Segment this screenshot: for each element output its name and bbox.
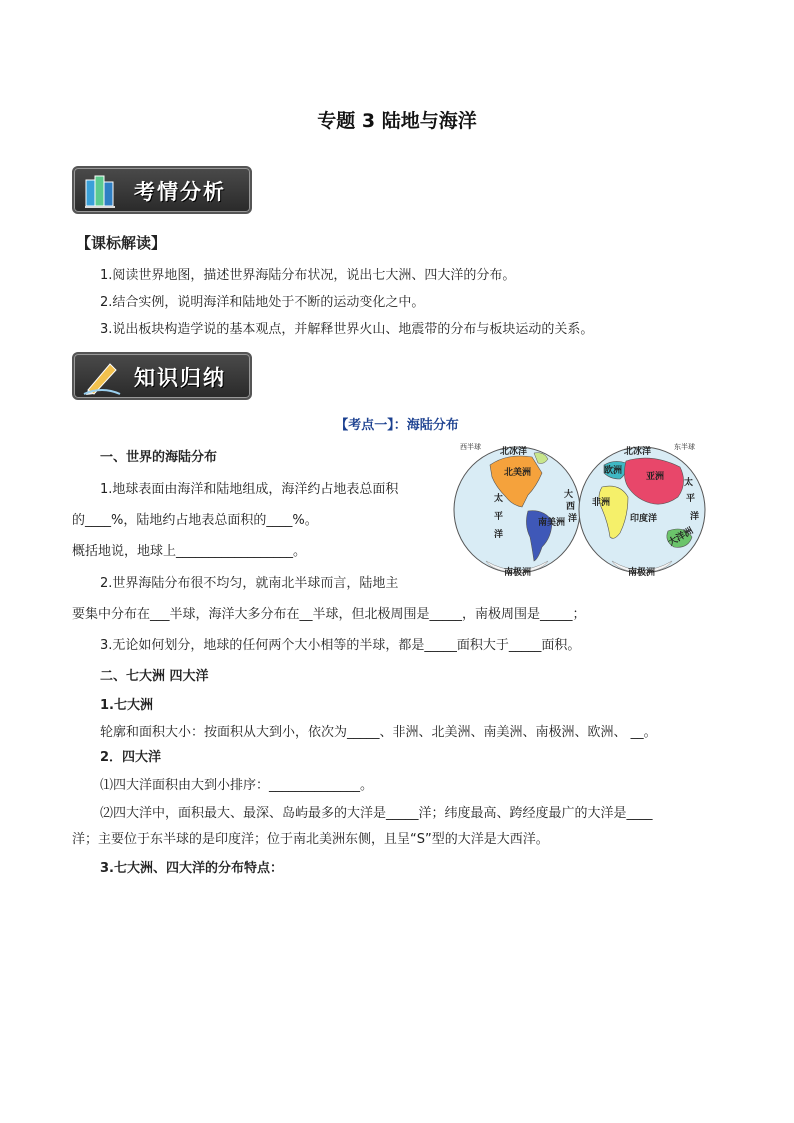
curriculum-item: 1.阅读世界地图，描述世界海陆分布状况，说出七大洲、四大洋的分布。 — [100, 268, 516, 283]
paragraph-line: 3.无论如何划分，地球的任何两个大小相等的半球，都是_____面积大于_____面积。 — [100, 638, 581, 653]
paragraph-line: 要集中分布在___半球，海洋大多分布在__半球，但北极周围是_____，南极周围是_____； — [72, 607, 586, 622]
subsection-heading: 3.七大洲、四大洋的分布特点： — [100, 861, 283, 876]
label-south-america: 南美洲 — [538, 518, 566, 528]
section-heading: 二、七大洲 四大洋 — [100, 669, 209, 684]
label-antarctica-east: 南极洲 — [628, 568, 656, 578]
books-icon — [82, 172, 122, 210]
paragraph-line: 的____%，陆地约占地表总面积的____%。 — [72, 513, 318, 528]
label-europe: 欧洲 — [604, 466, 623, 476]
banner-knowledge-summary — [72, 352, 252, 400]
paragraph-line: 概括地说，地球上__________________。 — [72, 544, 307, 559]
paragraph-line: 1.地球表面由海洋和陆地组成，海洋约占地表总面积 — [100, 482, 399, 497]
label-antarctica-west: 南极洲 — [504, 568, 532, 578]
label-pacific-west: 太 — [494, 494, 504, 504]
curriculum-item: 3.说出板块构造学说的基本观点，并解释世界火山、地震带的分布与板块运动的关系。 — [100, 322, 594, 337]
subsection-heading: 2．四大洋 — [100, 750, 162, 765]
label-indian-ocean: 印度洋 — [630, 514, 658, 524]
label-africa: 非洲 — [592, 498, 611, 508]
label-pacific-east: 洋 — [690, 512, 700, 522]
page-title: 专题 3 陆地与海洋 — [317, 110, 477, 132]
label-atlantic: 大 — [564, 490, 574, 500]
west-hemisphere-label: 西半球 — [460, 443, 481, 451]
paragraph-line: ⑵四大洋中，面积最大、最深、岛屿最多的大洋是_____洋；纬度最高、跨经度最广的大洋是____ — [100, 806, 653, 821]
banner-label: 知识归纳 — [134, 366, 226, 390]
paragraph-line: 洋；主要位于东半球的是印度洋；位于南北美洲东侧，且呈“S”型的大洋是大西洋。 — [72, 832, 549, 847]
point-heading: 【考点一】：海陆分布 — [335, 418, 459, 433]
section-heading: 一、世界的海陆分布 — [100, 450, 218, 465]
label-north-america: 北美洲 — [504, 468, 532, 478]
label-atlantic: 西 — [566, 502, 576, 512]
banner-label: 考情分析 — [134, 180, 226, 204]
curriculum-heading: 【课标解读】 — [76, 234, 167, 252]
label-arctic-east: 北冰洋 — [624, 447, 652, 457]
label-atlantic: 洋 — [568, 514, 578, 524]
world-hemispheres-map — [452, 437, 708, 579]
pen-icon — [82, 358, 122, 396]
label-arctic-west: 北冰洋 — [500, 447, 528, 457]
label-pacific-west: 平 — [494, 512, 504, 522]
subsection-heading: 1.七大洲 — [100, 698, 153, 713]
paragraph-line: 轮廓和面积大小：按面积从大到小，依次为_____、非洲、北美洲、南美洲、南极洲、欧洲、 __。 — [100, 725, 657, 740]
label-pacific-east: 太 — [684, 478, 694, 488]
curriculum-item: 2.结合实例，说明海洋和陆地处于不断的运动变化之中。 — [100, 295, 425, 310]
paragraph-line: 2.世界海陆分布很不均匀，就南北半球而言，陆地主 — [100, 576, 399, 591]
banner-exam-analysis — [72, 166, 252, 214]
paragraph-line: ⑴四大洋面积由大到小排序：______________。 — [100, 778, 374, 793]
label-oceania: 大洋洲 — [666, 526, 696, 549]
label-asia: 亚洲 — [646, 472, 665, 482]
label-pacific-east: 平 — [686, 494, 696, 504]
east-hemisphere-label: 东半球 — [674, 443, 695, 451]
label-pacific-west: 洋 — [494, 530, 504, 540]
